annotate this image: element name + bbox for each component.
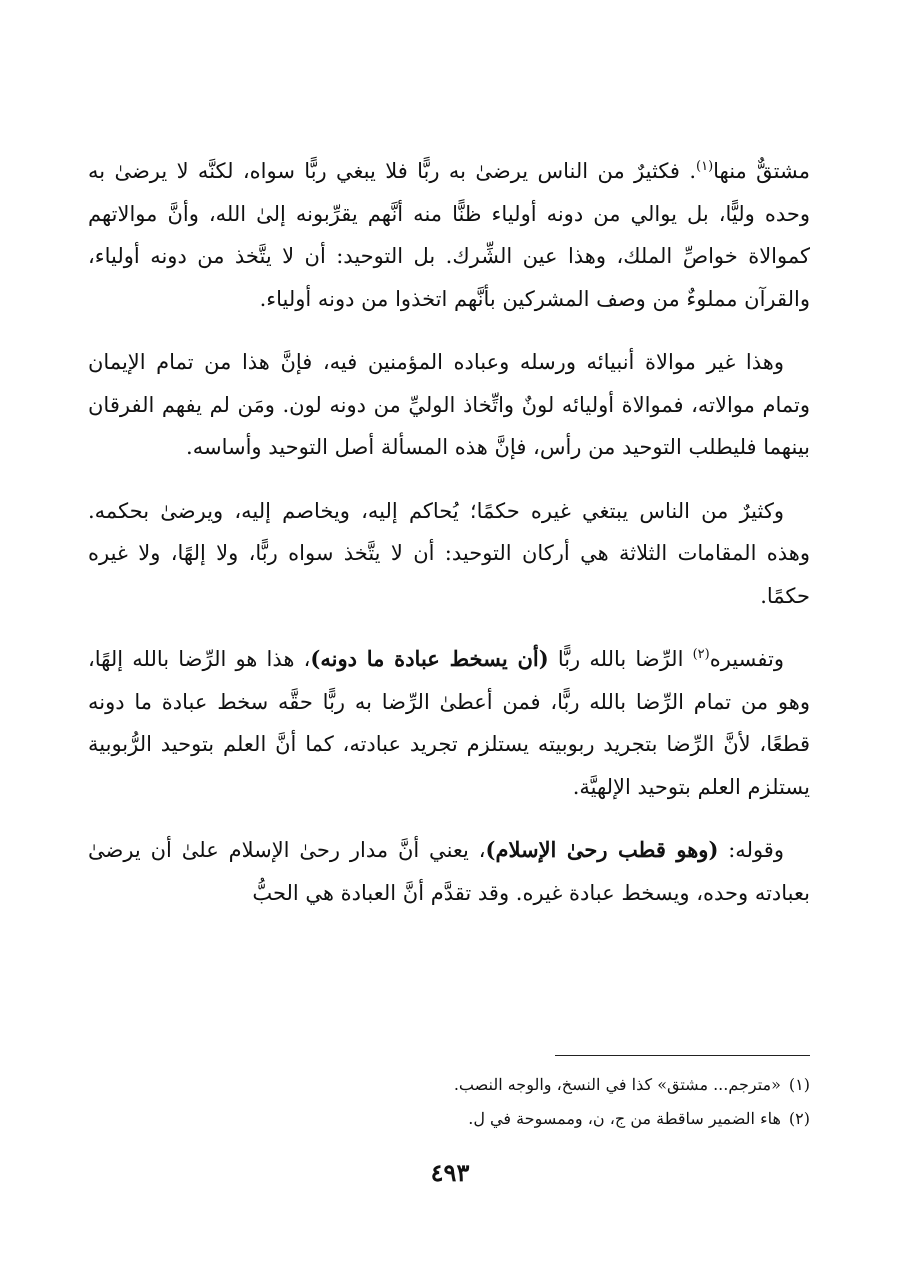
- footnote-ref-2[interactable]: (٢): [692, 647, 710, 662]
- paragraph-2: [88, 341, 810, 469]
- text-run: وقوله:: [718, 838, 784, 862]
- footnote-2: [88, 1102, 810, 1136]
- footnotes: [88, 1068, 810, 1136]
- quoted-phrase: (أن يسخط عبادة ما دونه): [310, 646, 549, 671]
- paragraph-1: [88, 150, 810, 320]
- page-number: ٤٩٣: [430, 1158, 470, 1187]
- main-text: [88, 150, 810, 914]
- quoted-phrase: (وهو قطب رحىٰ الإسلام): [485, 837, 719, 862]
- text-run: مشتقٌّ منها: [713, 159, 810, 183]
- footnote-1: [88, 1068, 810, 1102]
- footnote-text: هاء الضمير ساقطة من ج، ن، وممسوحة في ل.: [468, 1109, 781, 1128]
- text-run: . فكثيرٌ من الناس يرضىٰ به ربًّا فلا يبغي ربًّا سواه، لكنَّه لا يرضىٰ به وحده وليًّا، بل يوالي من دونه أولياء ظنًّا منه أنَّهم يقرِّبونه إلىٰ الله، وأنَّ موالاتهم كموالاة خواصِّ الملك، وهذا عين الشِّرك. بل التوحيد: أن لا يتَّخذ من دونه أولياء، والقرآن مملوءٌ من وصف المشركين بأنَّهم اتخذوا من دونه أولياء.: [88, 159, 810, 311]
- text-run: وتفسيره: [709, 647, 784, 671]
- text-run: وهذا غير موالاة أنبيائه ورسله وعباده المؤمنين فيه، فإنَّ هذا من تمام الإيمان وتمام موالاته، فموالاة أوليائه لونٌ واتِّخاذ الوليِّ من دونه لون. ومَن لم يفهم الفرقان بينهما فليطلب التوحيد من رأس، فإنَّ هذه المسألة أصل التوحيد وأساسه.: [88, 350, 810, 459]
- footnote-number: (١): [788, 1075, 810, 1094]
- text-run: وكثيرٌ من الناس يبتغي غيره حكمًا؛ يُحاكم إليه، ويخاصم إليه، ويرضىٰ بحكمه. وهذه المقامات الثلاثة هي أركان التوحيد: أن لا يتَّخذ سواه ربًّا، ولا إلهًا، ولا غيره حكمًا.: [88, 498, 810, 608]
- paragraph-3: [88, 490, 810, 618]
- footnote-divider: [555, 1055, 810, 1056]
- paragraph-5: [88, 829, 810, 914]
- footnote-text: «مترجم... مشتق» كذا في النسخ، والوجه النصب.: [453, 1075, 781, 1094]
- paragraph-4: [88, 638, 810, 808]
- text-run: الرِّضا بالله ربًّا: [548, 647, 693, 671]
- text-run: ، يعني أنَّ مدار رحىٰ الإسلام علىٰ أن يرضىٰ بعبادته وحده، ويسخط عبادة غيره. وقد تقدَّم أنَّ العبادة هي الحبُّ: [88, 838, 810, 905]
- text-run: ، هذا هو الرِّضا بالله إلهًا، وهو من تمام الرِّضا بالله ربًّا، فمن أعطىٰ الرِّضا به ربًّا حقَّه سخط عبادة ما دونه قطعًا، لأنَّ الرِّضا بتجريد ربوبيته يستلزم تجريد عبادته، كما أنَّ العلم بتوحيد الرُّبوبية يستلزم العلم بتوحيد الإلهيَّة.: [88, 647, 810, 799]
- footnote-number: (٢): [788, 1109, 810, 1128]
- footnote-ref-1[interactable]: (١): [696, 159, 714, 174]
